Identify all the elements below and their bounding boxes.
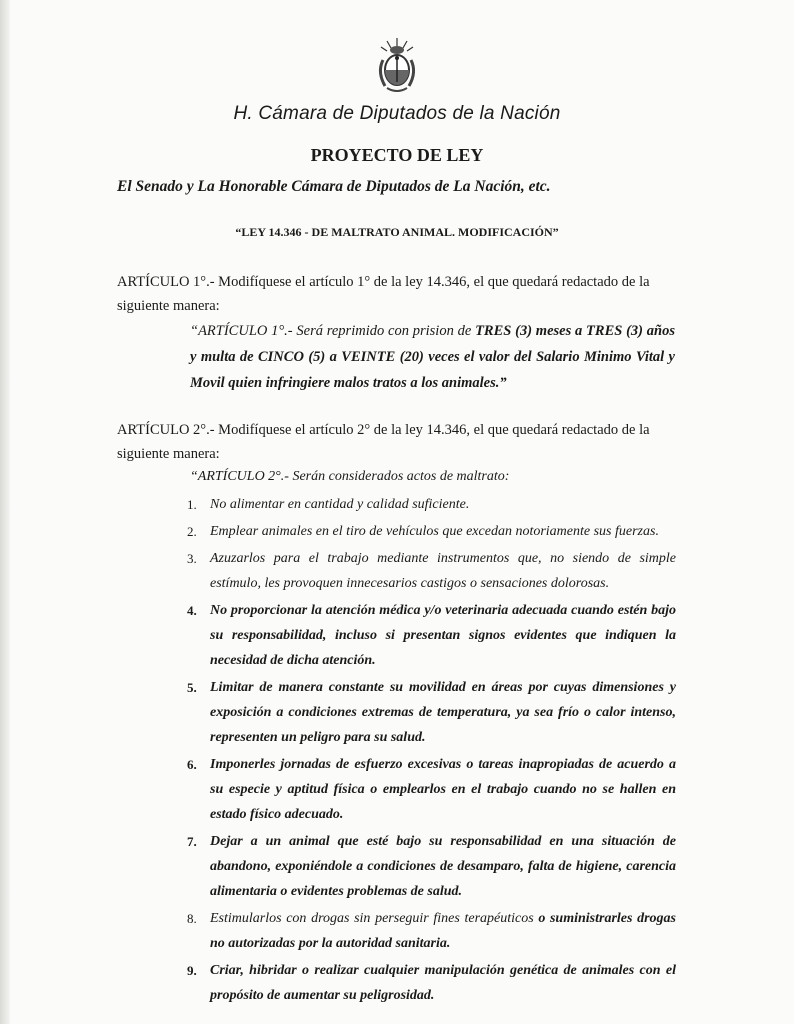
list-item-number: 5. [187,680,197,695]
list-item [160,492,676,517]
national-seal-icon [375,36,419,96]
list-item-number: 1. [187,497,197,512]
chamber-name: H. Cámara de Diputados de la Nación [233,103,561,124]
list-item-text: Imponerles jornadas de esfuerzo excesivas o tareas inapropiadas de acuerdo a su especie y aptitud física o emplearlos en el trabajo cuando no se hallen en estado físico adecuado. [210,757,676,822]
list-item-number: 6. [187,757,197,772]
header [0,36,794,96]
list-item [160,519,676,544]
list-item-number: 7. [187,834,197,849]
article-1-quote-start: “ARTÍCULO 1°.- Será reprimido con prision de [190,323,476,339]
subtitle: El Senado y La Honorable Cámara de Diputados de La Nación, etc. [117,178,551,195]
list-item [160,598,676,673]
list-item-text: Limitar de manera constante su movilidad en áreas por cuyas dimensiones y exposición a condiciones extremas de temperatura, ya sea frío o calor intenso, representen un peligro para su salud. [210,680,676,745]
list-item-text: Dejar a un animal que esté bajo su responsabilidad en una situación de abandono, exponiéndole a condiciones de desamparo, falta de higiene, carencia alimentaria o evidentes problemas de salud. [210,834,676,899]
list-item-text-bold: o suministrarles drogas no autorizadas por la autoridad sanitaria. [210,911,676,951]
article-1-quote [190,318,675,396]
article-1-intro-line-1: ARTÍCULO 1°.- Modifíquese el artículo 1° de la ley 14.346, el que quedará redactado de la [117,274,650,290]
article-2-intro-line-1: ARTÍCULO 2°.- Modifíquese el artículo 2° de la ley 14.346, el que quedará redactado de la [117,422,650,438]
list-item [160,752,676,827]
list-item [160,906,676,956]
page-title: PROYECTO DE LEY [310,145,484,165]
list-item-number: 9. [187,963,197,978]
law-title: “LEY 14.346 - DE MALTRATO ANIMAL. MODIFICACIÓN” [235,225,559,239]
article-2-intro [117,418,677,466]
list-item-text: Estimularlos con drogas sin perseguir fines terapéuticos [210,911,539,926]
article-2-quote: “ARTÍCULO 2°.- Serán considerados actos de maltrato: [190,469,510,484]
list-item [160,958,676,1008]
list-item-number: 2. [187,524,197,539]
list-item-number: 3. [187,551,197,566]
list-item [160,829,676,904]
list-item-text: No proporcionar la atención médica y/o veterinaria adecuada cuando estén bajo su responsabilidad, incluso si presentan signos evidentes que indiquen la necesidad de dicha atención. [210,603,676,668]
list-item [160,546,676,596]
list-item-number: 8. [187,911,197,926]
maltreatment-list [160,492,676,1010]
article-1-quote-bold: TRES (3) meses a TRES (3) años y multa de CINCO (5) a VEINTE (20) veces el valor del Salario Minimo Vital y Movil quien infringiere malos tratos a los animales.” [190,323,675,391]
list-item [160,675,676,750]
list-item-text: Azuzarlos para el trabajo mediante instrumentos que, no siendo de simple estímulo, les provoquen innecesarios castigos o sensaciones dolorosas. [210,551,676,591]
list-item-text: Emplear animales en el tiro de vehículos que excedan notoriamente sus fuerzas. [210,524,659,539]
list-item-number: 4. [187,603,197,618]
article-2-intro-line-2: siguiente manera: [117,446,220,462]
article-1-intro [117,270,677,318]
list-item-text: Criar, hibridar o realizar cualquier manipulación genética de animales con el propósito de aumentar su peligrosidad. [210,963,676,1003]
list-item-text: No alimentar en cantidad y calidad suficiente. [210,497,470,512]
article-1-intro-line-2: siguiente manera: [117,298,220,314]
